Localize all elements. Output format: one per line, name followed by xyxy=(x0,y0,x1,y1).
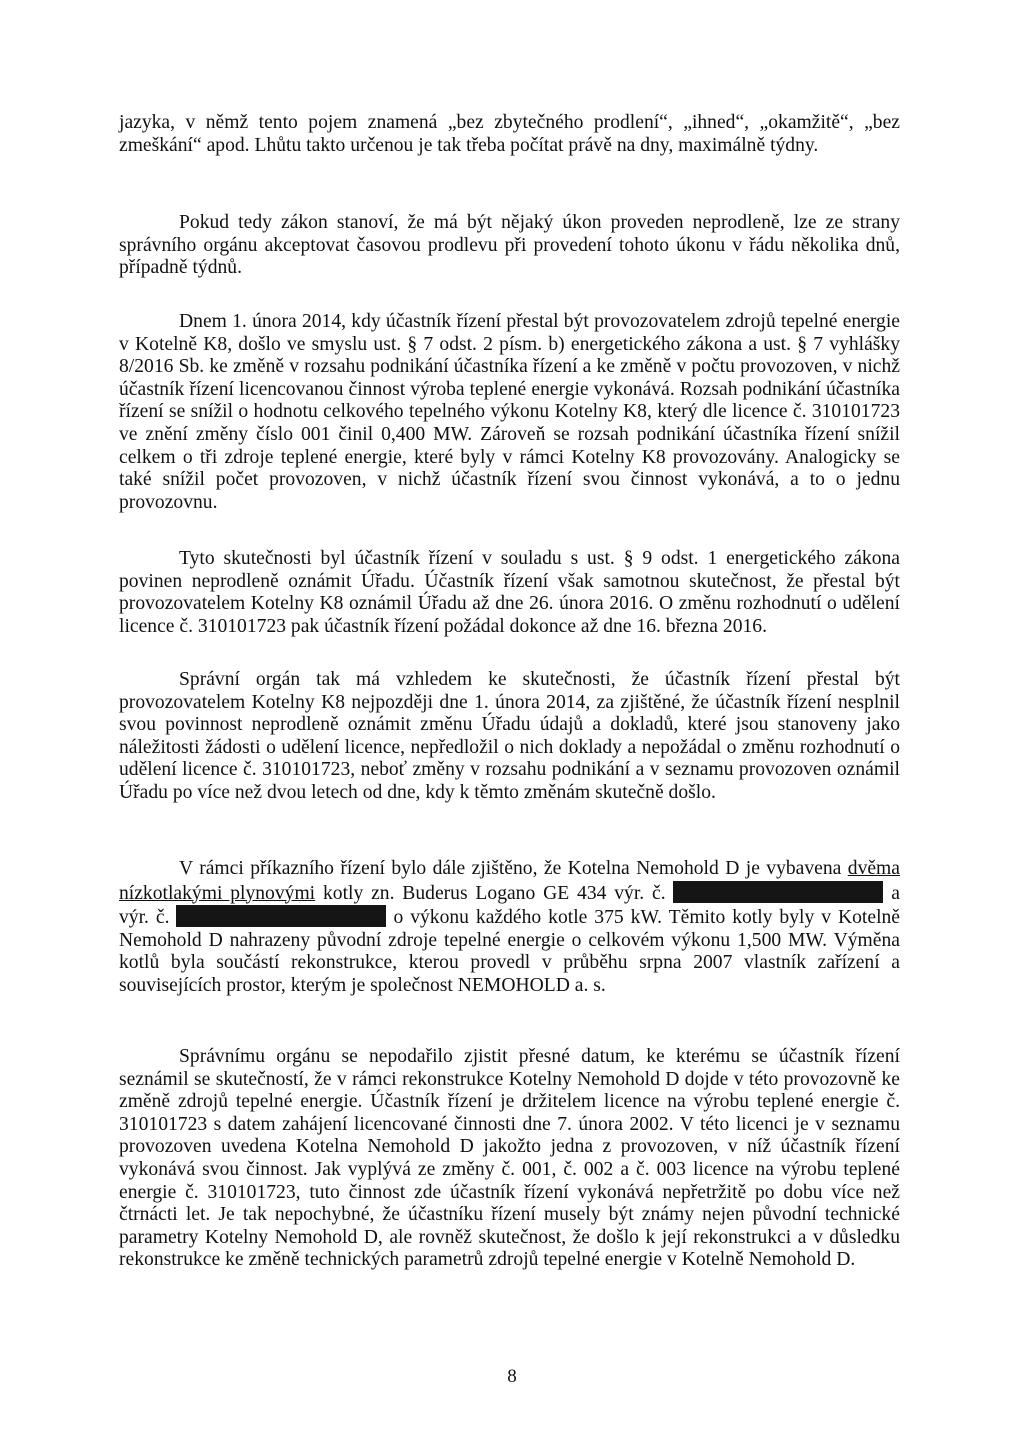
paragraph-2 xyxy=(119,212,900,280)
paragraph-3-text: Dnem 1. února 2014, kdy účastník řízení přestal být provozovatelem zdrojů tepelné energie v Kotelně K8, došlo ve smyslu ust. § 7 odst. 2 písm. b) energetického zákona a ust. § 7 vyhlášky 8/2016 Sb. ke změně v rozsahu podnikání účastníka řízení a ke změně v počtu provozoven, v nichž účastník řízení licencovanou činnost výroba teplené energie vykonává. Rozsah podnikání účastníka řízení se snížil o hodnotu celkového tepelného výkonu Kotelny K8, který dle licence č. 310101723 ve znění změny číslo 001 činil 0,400 MW. Zároveň se rozsah podnikání účastníka řízení snížil celkem o tři zdroje teplené energie, které byly v rámci Kotelny K8 provozovány. Analogicky se také snížil počet provozoven, v nichž účastník řízení svou činnost vykonává, a to o jednu provozovnu. xyxy=(119,311,900,513)
page-number: 8 xyxy=(507,1366,517,1387)
paragraph-6-text-a: V rámci příkazního řízení bylo dále zjištěno, že Kotelna Nemohold D je vybavena xyxy=(179,858,842,879)
paragraph-2-text: Pokud tedy zákon stanoví, že má být nějaký úkon proveden neprodleně, lze ze strany správního orgánu akceptovat časovou prodlevu při provedení tohoto úkonu v řádu několika dnů, případně týdnů. xyxy=(119,212,900,279)
paragraph-6-text-d: o výkonu každého kotle 375 kW. Těmito kotly byly v Kotelně Nemohold D nahrazeny původní zdroje tepelné energie o celkovém výkonu 1,500 MW. Výměna kotlů byla součástí rekonstrukce, kterou provedl v průběhu srpna 2007 vlastník zařízení a souvisejících prostor, kterým je společnost NEMOHOLD a. s. xyxy=(119,907,901,996)
paragraph-6-underlined: dvěma nízkotlakými plynovými xyxy=(119,858,900,904)
redaction-bar-1 xyxy=(673,881,883,903)
paragraph-5 xyxy=(119,669,900,805)
paragraph-6 xyxy=(119,858,900,998)
paragraph-6-text-c: a výr. č. xyxy=(119,882,900,929)
paragraph-1 xyxy=(119,112,900,157)
paragraph-6-text-b: kotly zn. Buderus Logano GE 434 výr. č. xyxy=(322,882,666,904)
paragraph-4 xyxy=(119,548,900,638)
paragraph-7 xyxy=(119,1046,900,1272)
paragraph-5-text: Správní orgán tak má vzhledem ke skutečnosti, že účastník řízení přestal být provozovatelem Kotelny K8 nejpozději dne 1. února 2014, za zjištěné, že účastník řízení nesplnil svou povinnost neprodleně oznámit změnu Úřadu údajů a dokladů, které jsou stanoveny jako náležitosti žádosti o udělení licence, nepředložil o nich doklady a nepožádal o změnu rozhodnutí o udělení licence č. 310101723, neboť změny v rozsahu podnikání a v seznamu provozoven oznámil Úřadu po více než dvou letech od dne, kdy k těmto změnám skutečně došlo. xyxy=(119,669,900,803)
paragraph-3 xyxy=(119,311,900,514)
paragraph-4-text: Tyto skutečnosti byl účastník řízení v souladu s ust. § 9 odst. 1 energetického zákona povinen neprodleně oznámit Úřadu. Účastník řízení však samotnou skutečnost, že přestal být provozovatelem Kotelny K8 oznámil Úřadu až dne 26. února 2016. O změnu rozhodnutí o udělení licence č. 310101723 pak účastník řízení požádal dokonce až dne 16. března 2016. xyxy=(119,548,900,637)
paragraph-1-text: jazyka, v němž tento pojem znamená „bez zbytečného prodlení“, „ihned“, „okamžitě“, „bez zmeškání“ apod. Lhůtu takto určenou je tak třeba počítat právě na dny, maximálně týdny. xyxy=(119,112,900,156)
paragraph-7-text: Správnímu orgánu se nepodařilo zjistit přesné datum, ke kterému se účastník řízení seznámil se skutečností, že v rámci rekonstrukce Kotelny Nemohold D dojde v této provozovně ke změně zdrojů tepelné energie. Účastník řízení je držitelem licence na výrobu teplené energie č. 310101723 s datem zahájení licencované činnosti dne 7. února 2002. V této licenci je v seznamu provozoven uvedena Kotelna Nemohold D jakožto jedna z provozoven, v níž účastník řízení vykonává svou činnost. Jak vyplývá ze změny č. 001, č. 002 a č. 003 licence na výrobu teplené energie č. 310101723, tuto činnost zde účastník řízení vykonává nepřetržitě po dobu více než čtrnácti let. Je tak nepochybné, že účastníku řízení musely být známy nejen původní technické parametry Kotelny Nemohold D, ale rovněž skutečnost, že došlo k její rekonstrukci a v důsledku rekonstrukce ke změně technických parametrů zdrojů tepelné energie v Kotelně Nemohold D. xyxy=(119,1046,900,1271)
redaction-bar-2 xyxy=(176,905,386,927)
